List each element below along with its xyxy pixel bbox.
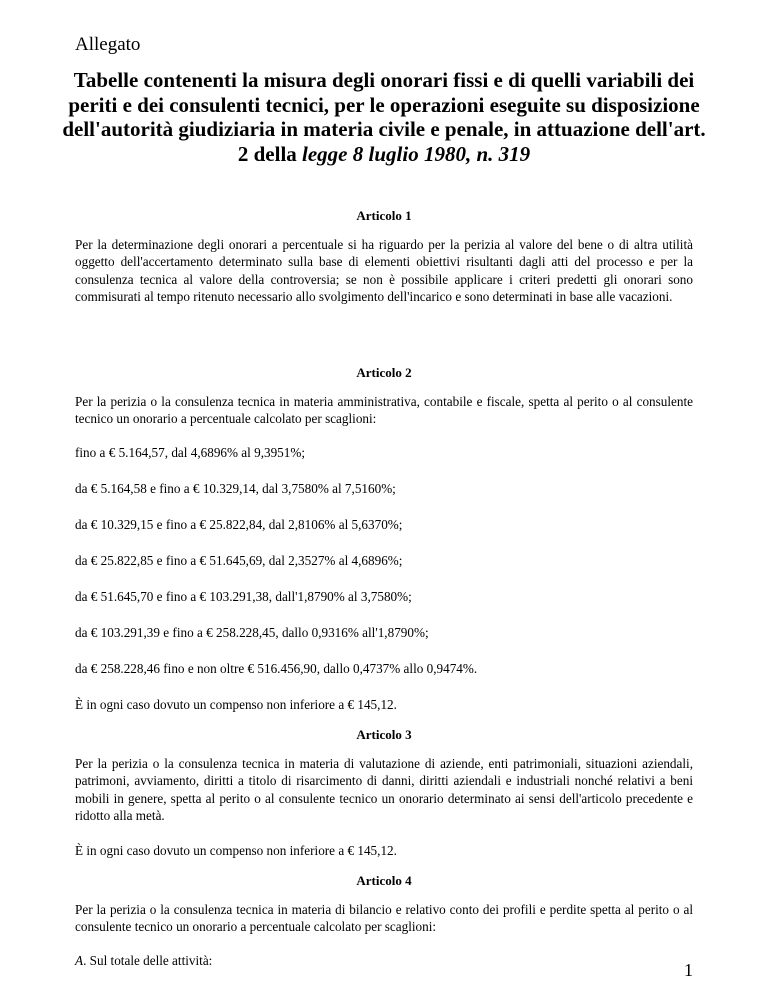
- attachment-label: Allegato: [75, 34, 141, 55]
- document-title: [60, 68, 708, 166]
- subsection-letter: A: [75, 953, 84, 968]
- article-4-subsection-a: [75, 953, 212, 969]
- article-4-text: Per la perizia o la consulenza tecnica in materia di bilancio e relativo conto dei profili e perdite spetta al perito o al consulente tecnico un onorario a percentuale calcolato per scaglioni:: [75, 902, 693, 935]
- article-2-bracket-1: fino a € 5.164,57, dal 4,6896% al 9,3951%;: [75, 445, 306, 460]
- article-2-text: Per la perizia o la consulenza tecnica in materia amministrativa, contabile e fiscale, spetta al perito o al consulente tecnico un onorario a percentuale calcolato per scaglioni:: [75, 394, 693, 427]
- article-2-bracket-7: da € 258.228,46 fino e non oltre € 516.456,90, dallo 0,4737% allo 0,9474%.: [75, 661, 478, 676]
- article-2-bracket-4: da € 25.822,85 e fino a € 51.645,69, dal 2,3527% al 4,6896%;: [75, 553, 403, 568]
- article-4-heading: Articolo 4: [356, 873, 412, 888]
- article-2-minimum: È in ogni caso dovuto un compenso non inferiore a € 145,12.: [75, 697, 397, 712]
- article-2-heading: Articolo 2: [356, 365, 412, 380]
- article-2-bracket-3: da € 10.329,15 e fino a € 25.822,84, dal 2,8106% al 5,6370%;: [75, 517, 403, 532]
- article-2-bracket-6: da € 103.291,39 e fino a € 258.228,45, dallo 0,9316% all'1,8790%;: [75, 625, 429, 640]
- article-3-text: Per la perizia o la consulenza tecnica in materia di valutazione di aziende, enti patrimoniali, situazioni aziendali, patrimoni, avviamento, diritti a titolo di risarcimento di danni, diritti aziendali e industriali nonché relativi a beni mobili in genere, spetta al perito o al consulente tecnico un onorario determinato ai sensi dell'articolo precedente e ridotto alla metà.: [75, 756, 693, 823]
- article-1-text: Per la determinazione degli onorari a percentuale si ha riguardo per la perizia al valore del bene o di altra utilità oggetto dell'accertamento determinato sulla base di elementi obiettivi risultanti dagli atti del processo e per la consulenza tecnica al valore della controversia; se non è possibile applicare i criteri predetti gli onorari sono commisurati al tempo ritenuto necessario allo svolgimento dell'incarico e sono determinati in base alle vacazioni.: [75, 237, 693, 304]
- title-law-reference: legge 8 luglio 1980, n. 319: [302, 141, 531, 166]
- page-number: 1: [684, 960, 693, 980]
- subsection-text: . Sul totale delle attività:: [83, 953, 213, 968]
- title-main-text: Tabelle contenenti la misura degli onorari fissi e di quelli variabili dei periti e dei consulenti tecnici, per le operazioni eseguite su disposizione dell'autorità giudiziaria in materia civile e penale, in attuazione dell'art. 2 della: [62, 68, 706, 166]
- article-2-bracket-5: da € 51.645,70 e fino a € 103.291,38, dall'1,8790% al 3,7580%;: [75, 589, 412, 604]
- article-3-minimum: È in ogni caso dovuto un compenso non inferiore a € 145,12.: [75, 843, 397, 858]
- article-1-heading: Articolo 1: [356, 208, 412, 223]
- article-2-bracket-2: da € 5.164,58 e fino a € 10.329,14, dal 3,7580% al 7,5160%;: [75, 481, 396, 496]
- article-3-heading: Articolo 3: [356, 727, 412, 742]
